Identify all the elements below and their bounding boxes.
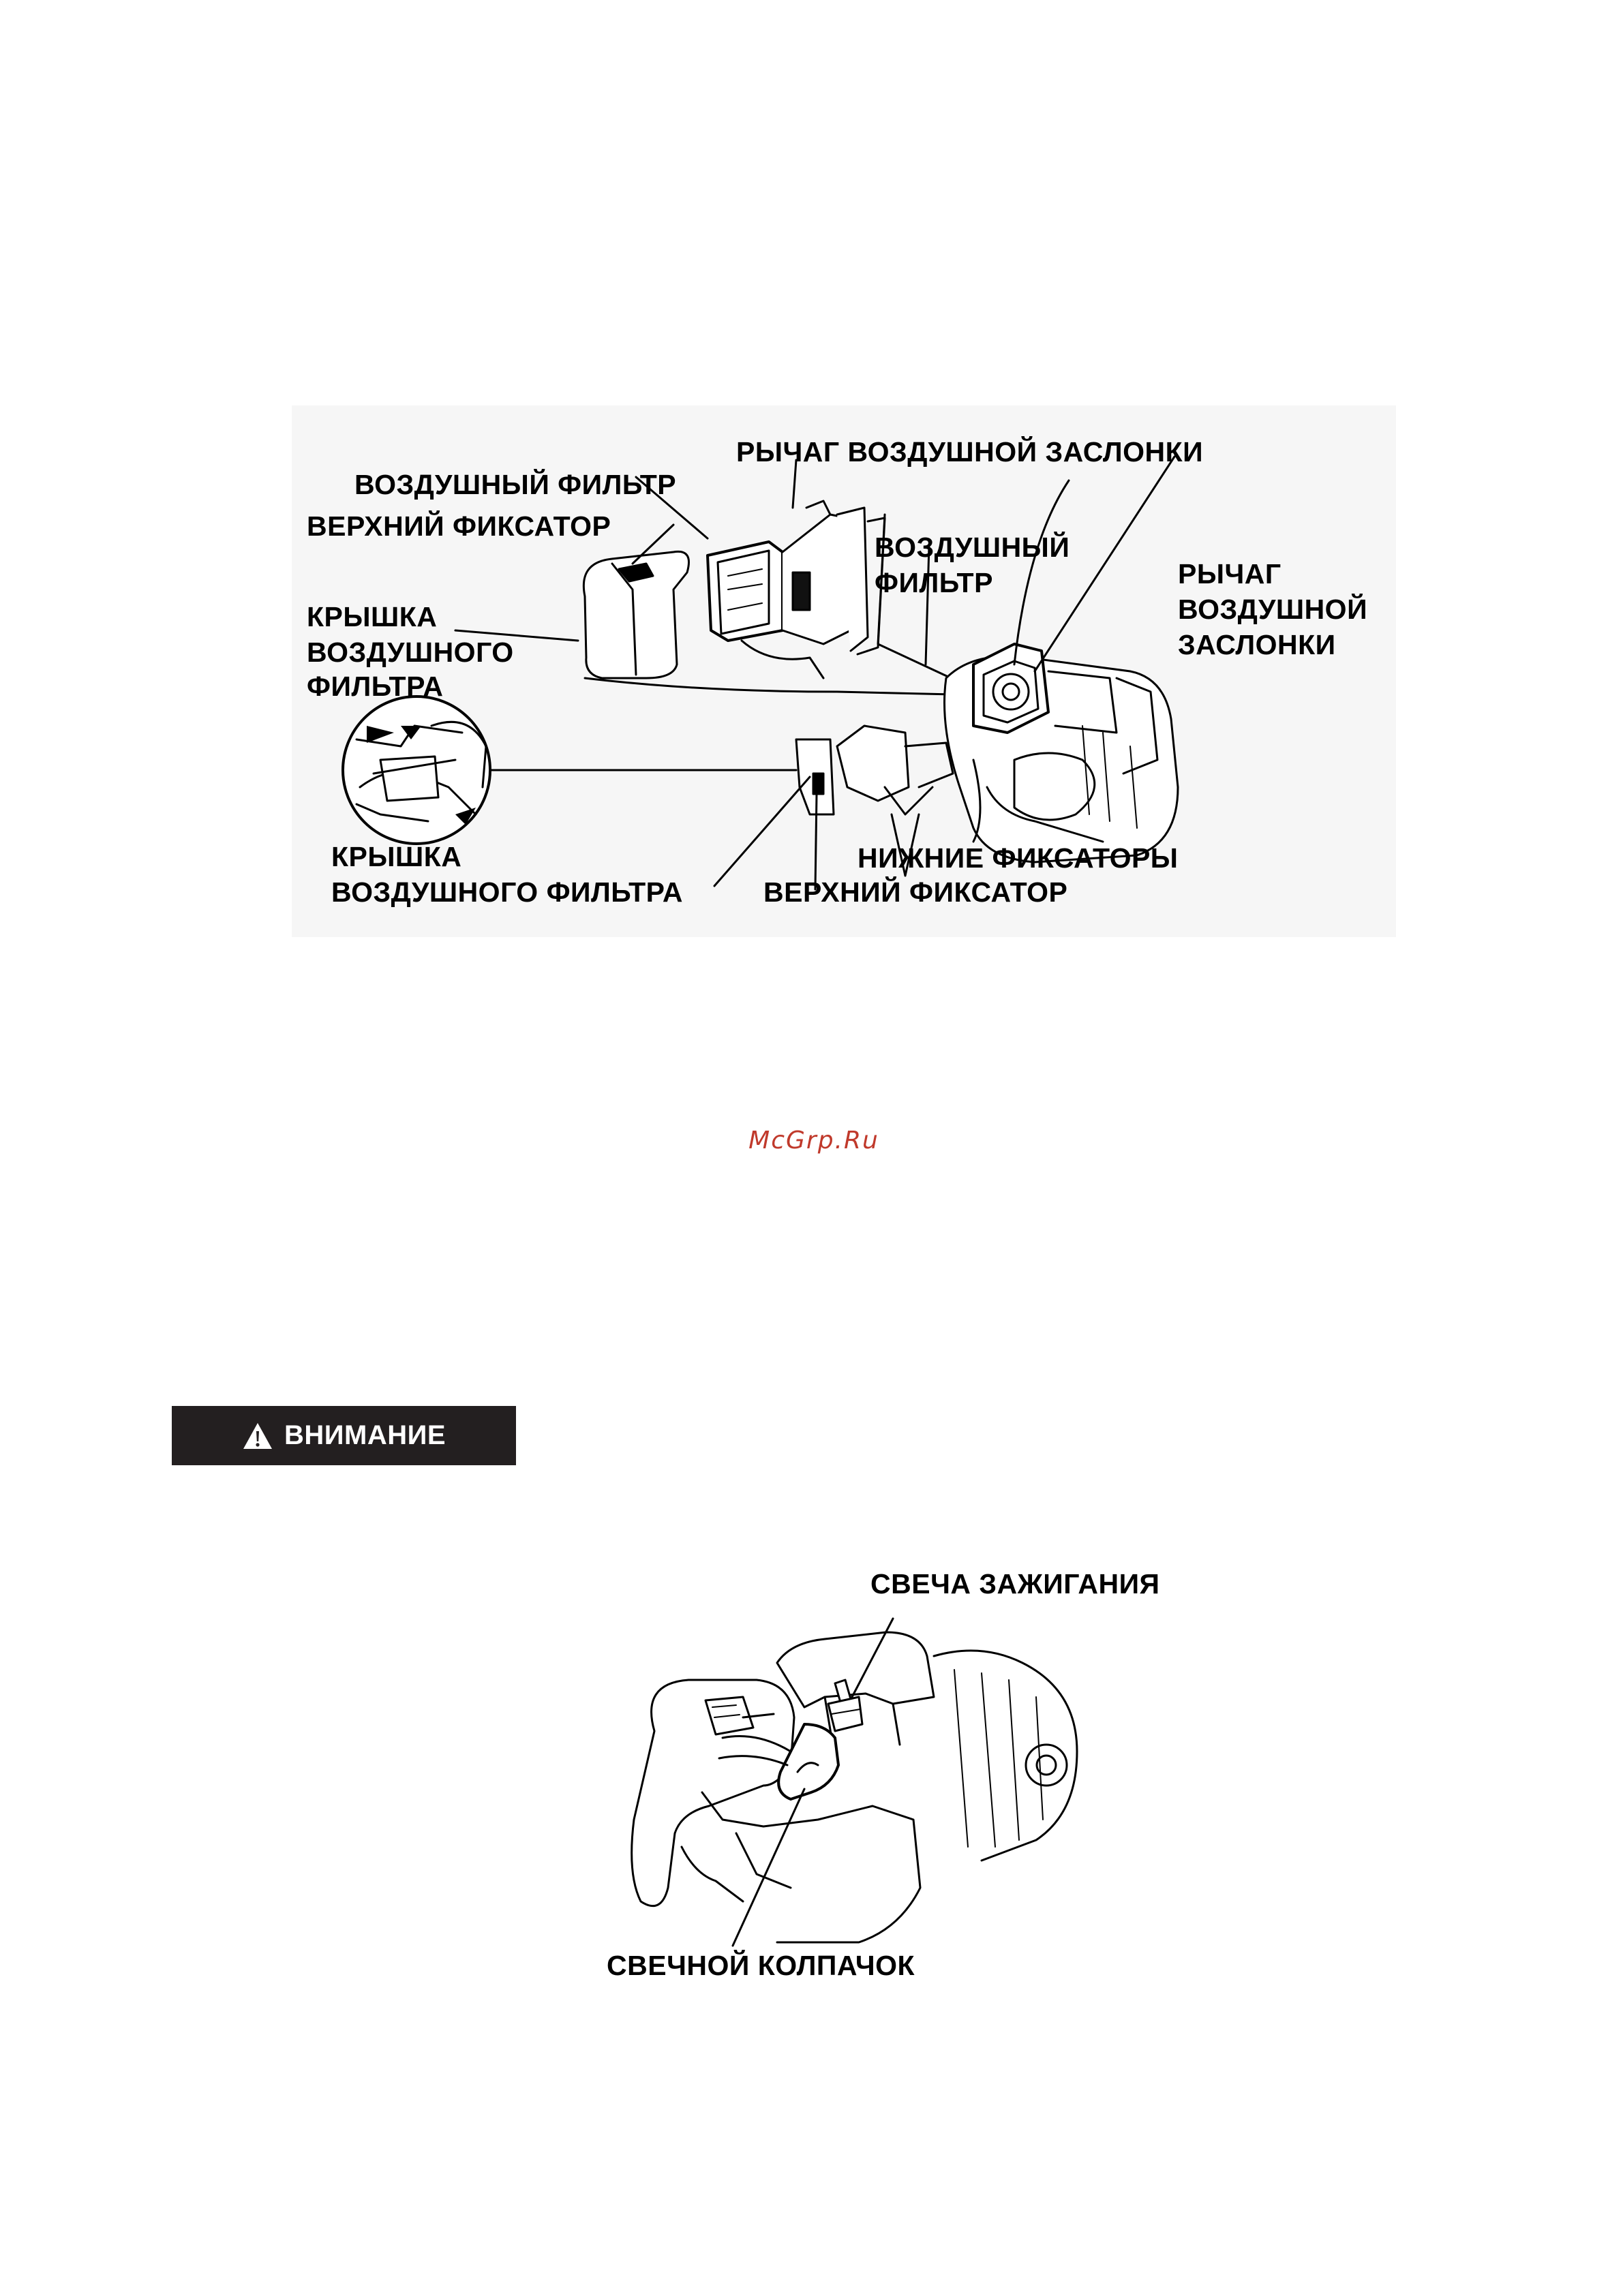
warning-triangle-icon	[242, 1422, 273, 1450]
warning-banner	[172, 1406, 516, 1465]
label-upper-latch-bottom: ВЕРХНИЙ ФИКСАТОР	[763, 876, 1068, 908]
spark-plug-figure	[600, 1561, 1200, 1983]
label-cover-left-1: КРЫШКА	[307, 601, 438, 632]
label-cover-left-2: ВОЗДУШНОГО	[307, 637, 514, 668]
label-upper-latch-top: ВЕРХНИЙ ФИКСАТОР	[307, 510, 611, 542]
label-choke-lever-top: РЫЧАГ ВОЗДУШНОЙ ЗАСЛОНКИ	[736, 436, 1204, 468]
label-spark-plug: СВЕЧА ЗАЖИГАНИЯ	[870, 1568, 1160, 1599]
label-cover-left-3: ФИЛЬТРА	[307, 671, 444, 702]
label-air-filter-right-1: ВОЗДУШНЫЙ	[875, 532, 1070, 563]
air-filter-figure	[292, 405, 1396, 937]
label-spark-plug-cap: СВЕЧНОЙ КОЛПАЧОК	[607, 1950, 915, 1981]
label-lower-latches: НИЖНИЕ ФИКСАТОРЫ	[858, 842, 1179, 874]
label-choke-right-2: ВОЗДУШНОЙ	[1178, 594, 1368, 625]
label-choke-right-1: РЫЧАГ	[1178, 558, 1281, 590]
label-cover-bottom-2: ВОЗДУШНОГО ФИЛЬТРА	[331, 876, 684, 908]
label-air-filter-top: ВОЗДУШНЫЙ ФИЛЬТР	[354, 469, 677, 500]
label-choke-right-3: ЗАСЛОНКИ	[1178, 629, 1336, 660]
label-cover-bottom-1: КРЫШКА	[331, 841, 462, 872]
warning-label: ВНИМАНИЕ	[284, 1420, 446, 1450]
label-air-filter-right-2: ФИЛЬТР	[875, 567, 993, 598]
watermark: McGrp.Ru	[748, 1127, 879, 1154]
spark-plug-illustration	[600, 1561, 1200, 1983]
